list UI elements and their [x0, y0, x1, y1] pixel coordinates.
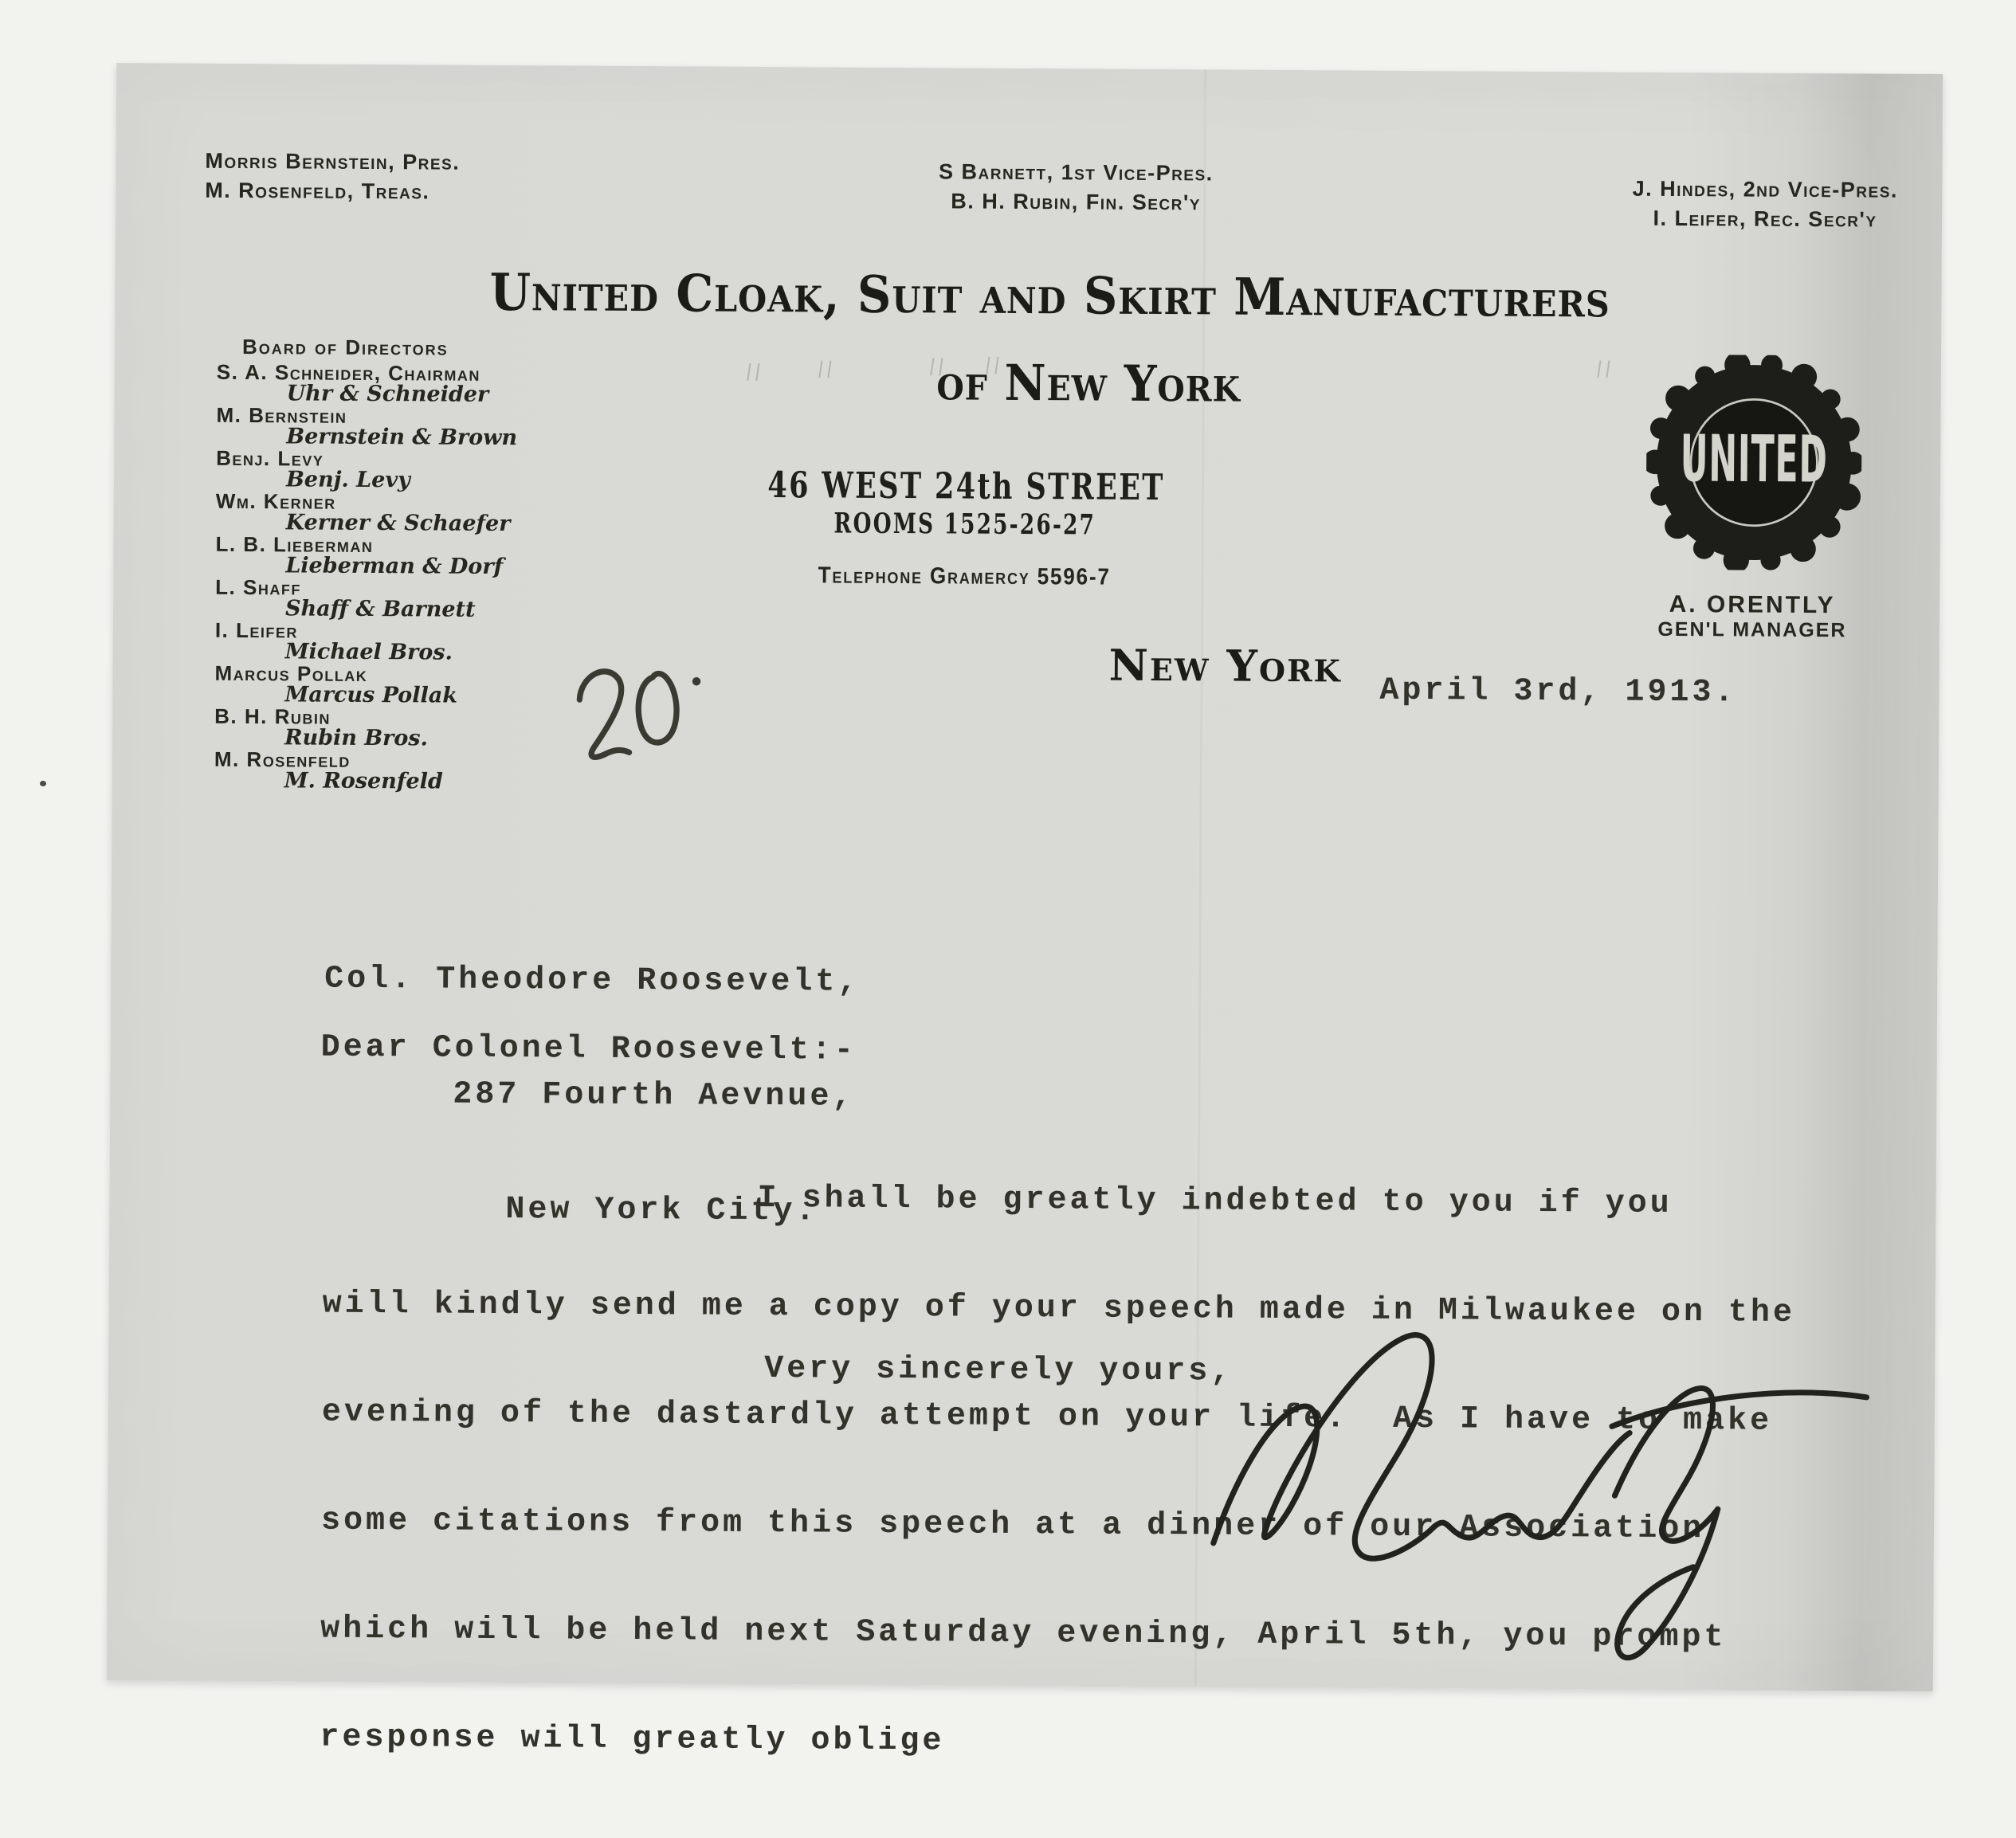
officer-line: B. H. Rubin, Fin. Secr'y — [951, 189, 1202, 215]
manager-title: GEN'L MANAGER — [1657, 617, 1847, 642]
director-entry — [216, 402, 590, 451]
director-firm: Michael Bros. — [284, 639, 453, 665]
body-line: I shall be greatly indebted to you if you — [757, 1180, 1673, 1222]
director-firm: Lieberman & Dorf — [285, 553, 504, 579]
director-firm: Benj. Levy — [285, 467, 410, 493]
director-entry — [214, 749, 589, 794]
company-seal — [1645, 355, 1862, 571]
recipient-line: New York City. — [505, 1192, 818, 1230]
officer-line: I. Leifer, Rec. Secr'y — [1653, 206, 1877, 232]
director-entry — [214, 703, 589, 751]
director-firm: Kerner & Schaefer — [285, 510, 511, 537]
rooms: ROOMS 1525-26-27 — [833, 507, 1096, 542]
signature — [1163, 1287, 1890, 1670]
director-name: L. B. Lieberman — [215, 531, 374, 557]
director-entry — [214, 617, 590, 665]
handwritten-number — [550, 633, 745, 783]
director-name: Benj. Levy — [216, 445, 324, 471]
pencil-mark — [1598, 360, 1616, 382]
manager-block — [1633, 590, 1872, 643]
city-name: New York — [1108, 639, 1342, 692]
board-heading: Board of Directors — [241, 334, 449, 360]
director-name: I. Leifer — [214, 617, 299, 643]
seal-icon — [1645, 355, 1862, 571]
director-firm: Uhr & Schneider — [286, 381, 489, 407]
director-name: L. Shaff — [215, 574, 301, 600]
pencil-mark — [932, 358, 949, 379]
director-name: M. Bernstein — [216, 402, 347, 428]
officer-line: S Barnett, 1st Vice-Pres. — [939, 159, 1214, 186]
salutation: Dear Colonel Roosevelt:- — [320, 1029, 857, 1069]
director-entry — [214, 660, 589, 708]
body-line: evening of the dastardly attempt on your life. As I have to make — [321, 1394, 1773, 1440]
street-address: 46 WEST 24th STREET — [767, 464, 1166, 509]
body-line: some citations from this speech at a dinner of our Association — [320, 1503, 1705, 1548]
director-firm: Shaff & Barnett — [284, 596, 476, 622]
officer-line: Morris Bernstein, Pres. — [205, 148, 461, 174]
director-firm: M. Rosenfeld — [284, 768, 443, 794]
officers-right — [1546, 174, 1984, 235]
director-entry — [216, 359, 591, 407]
seal-text: UNITED — [1680, 421, 1828, 498]
recipient-line: Col. Theodore Roosevelt, — [324, 961, 861, 1001]
officer-line: J. Hindes, 2nd Vice-Pres. — [1632, 176, 1899, 202]
manager-name: A. ORENTLY — [1669, 590, 1836, 619]
director-firm: Rubin Bros. — [284, 725, 429, 751]
director-firm: Bernstein & Brown — [286, 424, 518, 451]
recipient-line: 287 Fourth Aevnue, — [453, 1076, 855, 1115]
date-line: April 3rd, 1913. — [1379, 672, 1737, 711]
dust-speck — [40, 781, 46, 786]
body-line: will kindly send me a copy of your speech made in Milwaukee on the — [322, 1286, 1796, 1331]
pencil-mark — [820, 360, 837, 382]
body-line: which will be held next Saturday evening, April 5th, you prompt — [320, 1611, 1727, 1656]
officer-line: M. Rosenfeld, Treas. — [205, 178, 430, 204]
director-name: Wm. Kerner — [215, 488, 336, 514]
pencil-mark — [987, 357, 1005, 378]
body-line: response will greatly oblige — [320, 1719, 945, 1760]
officers-left — [205, 147, 460, 207]
telephone: Telephone Gramercy 5596-7 — [818, 562, 1111, 590]
director-name: M. Rosenfeld — [214, 747, 351, 772]
director-firm: Marcus Pollak — [284, 682, 458, 708]
officers-center — [857, 157, 1295, 218]
director-name: S. A. Schneider, Chairman — [216, 359, 481, 386]
director-name: B. H. Rubin — [214, 703, 331, 729]
company-name-line2: of New York — [935, 353, 1241, 413]
director-name: Marcus Pollak — [214, 660, 368, 686]
letter-paper — [107, 63, 1943, 1760]
pencil-mark — [748, 363, 766, 385]
company-title-row — [115, 261, 1941, 331]
company-name-line1: United Cloak, Suit and Skirt Manufacturers — [489, 262, 1610, 330]
closing: Very sincerely yours, — [764, 1351, 1234, 1390]
